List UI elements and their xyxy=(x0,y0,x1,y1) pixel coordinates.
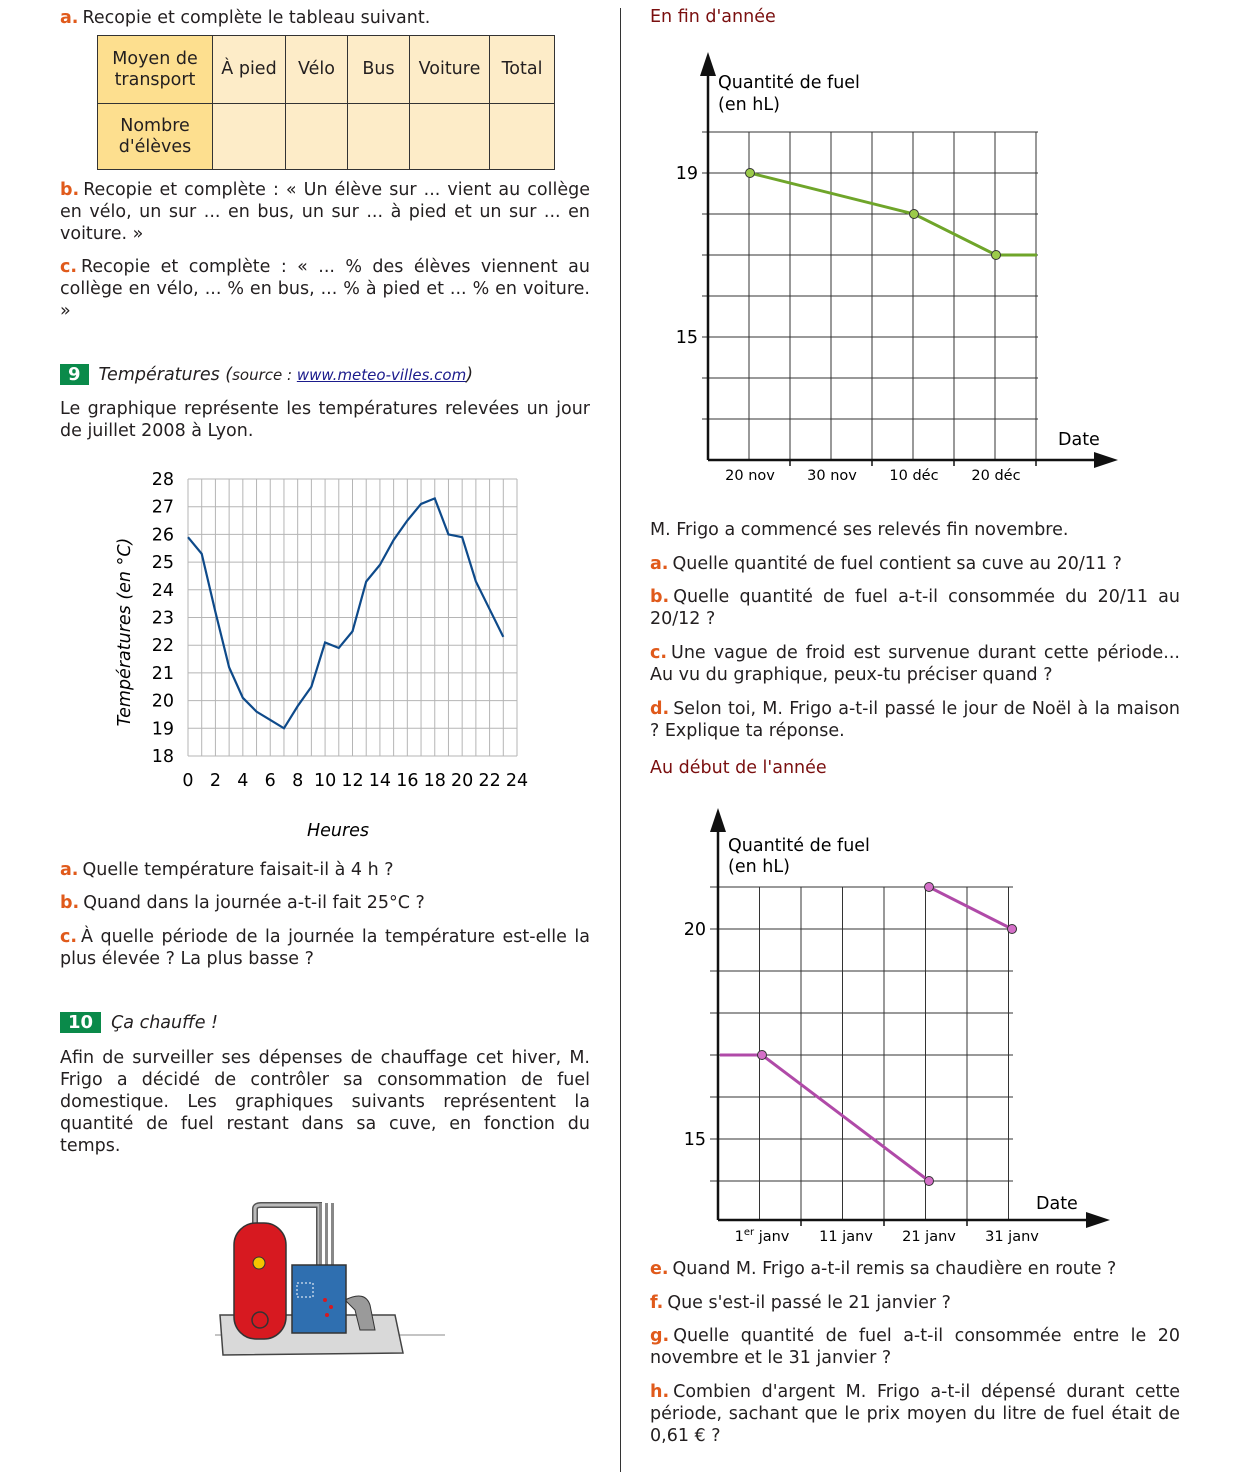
fuel1-x-axis-arrow xyxy=(1094,452,1118,468)
ex9-number: 9 xyxy=(60,364,89,385)
right-qa xyxy=(650,553,1180,575)
table-header-voiture: Voiture xyxy=(410,36,490,104)
fuel1-x-tick-label: 20 nov xyxy=(725,468,775,484)
fuel2-x-ticks xyxy=(735,1227,1040,1245)
temperature-x-ticks xyxy=(182,771,528,791)
ex9-qb-label: b. xyxy=(60,893,80,913)
temperature-y-tick-label: 23 xyxy=(151,608,174,629)
right-qf-text: Que s'est-il passé le 21 janvier ? xyxy=(667,1293,951,1313)
fuel2-x-tick-label: 11 janv xyxy=(819,1229,873,1245)
temperature-y-ticks xyxy=(152,470,174,767)
transport-table xyxy=(97,35,555,170)
temperature-x-tick-label: 4 xyxy=(237,771,249,791)
fuel2-y-ticks xyxy=(684,920,706,1150)
table-header-a-pied: À pied xyxy=(213,36,286,104)
fuel1-point xyxy=(746,169,755,178)
temperature-grid xyxy=(188,479,517,756)
temperature-line xyxy=(188,498,503,728)
right-qd-text: Selon toi, M. Frigo a-t-il passé le jour de Noël à la maison ? Explique ta réponse. xyxy=(650,699,1180,741)
fuel1-y-tick-label: 19 xyxy=(675,164,698,184)
ex9-qb xyxy=(60,892,590,914)
fuel1-y-ticks xyxy=(676,164,698,348)
temperature-y-tick-label: 20 xyxy=(151,691,174,712)
temperature-x-tick-label: 12 xyxy=(341,771,364,791)
temperature-y-tick-label: 26 xyxy=(151,525,174,546)
temperature-x-tick-label: 8 xyxy=(292,771,304,791)
fuel2-y-tick-label: 20 xyxy=(683,920,706,940)
fuel1-point xyxy=(992,251,1001,260)
right-qb-text: Quelle quantité de fuel a-t-il consommée du 20/11 au 20/12 ? xyxy=(650,587,1180,629)
temperature-x-tick-label: 0 xyxy=(182,771,194,791)
temperature-y-tick-label: 21 xyxy=(151,663,174,684)
ex9-qa xyxy=(60,859,590,881)
table-cell xyxy=(348,104,410,170)
heading-debut-annee: Au début de l'année xyxy=(650,758,827,778)
column-divider xyxy=(620,8,621,1472)
right-qd xyxy=(650,698,1180,742)
temperature-x-tick-label: 24 xyxy=(505,771,529,791)
right-qg-text: Quelle quantité de fuel a-t-il consommée entre le 20 novembre et le 31 janvier ? xyxy=(650,1326,1180,1368)
fuel2-y-axis-title-unit: (en hL) xyxy=(728,857,790,877)
right-qh-text: Combien d'argent M. Frigo a-t-il dépensé durant cette période, sachant que le prix moyen du litre de fuel était de 0,61 € ? xyxy=(650,1382,1180,1446)
fuel2-x-tick-label: 21 janv xyxy=(902,1229,956,1245)
table-header-bus: Bus xyxy=(348,36,410,104)
table-row-nombre: Nombre d'élèves xyxy=(98,104,213,170)
temperature-y-tick-label: 28 xyxy=(151,470,174,490)
right-qe xyxy=(650,1258,1180,1280)
ex9-title-end: ) xyxy=(466,365,474,385)
fuel1-x-tick-label: 10 déc xyxy=(889,468,939,484)
right-qh xyxy=(650,1381,1180,1447)
fuel2-x-axis-title: Date xyxy=(1036,1194,1078,1214)
fuel-chart-start-of-year xyxy=(640,800,1140,1255)
ex10-title: Ça chauffe ! xyxy=(111,1013,219,1033)
q8c-text: Recopie et complète : « ... % des élèves viennent au collège en vélo, ... % en bus, ... % à pied et ... % en voiture. » xyxy=(60,257,590,321)
right-qd-label: d. xyxy=(650,699,670,719)
fuel2-line-segment2 xyxy=(929,887,1012,929)
temperature-x-tick-label: 18 xyxy=(423,771,446,791)
temperature-x-tick-label: 6 xyxy=(264,771,276,791)
fuel2-x-tick-sup: er xyxy=(743,1227,755,1238)
temperature-x-tick-label: 22 xyxy=(478,771,501,791)
table-cell xyxy=(490,104,555,170)
fuel2-y-axis-arrow xyxy=(710,808,726,832)
fuel1-x-ticks xyxy=(725,468,1020,484)
fuel1-point xyxy=(910,210,919,219)
fuel2-x-tick-label: 1er janv xyxy=(734,1227,790,1245)
ex10-number: 10 xyxy=(60,1012,101,1033)
right-qe-text: Quand M. Frigo a-t-il remis sa chaudière en route ? xyxy=(672,1259,1117,1279)
ex9-header xyxy=(60,364,590,386)
heading-fin-annee: En fin d'année xyxy=(650,7,776,27)
fuel1-y-axis-title-unit: (en hL) xyxy=(718,95,780,115)
ex9-source-link[interactable]: www.meteo-villes.com xyxy=(296,366,467,384)
fuel2-point xyxy=(1008,925,1017,934)
right-qg xyxy=(650,1325,1180,1369)
temperature-chart xyxy=(100,460,540,850)
temperature-x-tick-label: 10 xyxy=(313,771,337,791)
ex9-qc-text: À quelle période de la journée la température est-elle la plus élevée ? La plus basse ? xyxy=(60,927,590,969)
temperature-y-tick-label: 24 xyxy=(151,580,174,601)
temperature-y-tick-label: 18 xyxy=(151,747,174,767)
q8a-text: Recopie et complète le tableau suivant. xyxy=(82,8,431,28)
ex9-title: Températures ( xyxy=(98,365,233,385)
right-qe-label: e. xyxy=(650,1259,669,1279)
right-qf-label: f. xyxy=(650,1293,664,1313)
right-qh-label: h. xyxy=(650,1382,670,1402)
temperature-y-tick-label: 25 xyxy=(151,553,174,574)
ex9-intro: Le graphique représente les températures relevées un jour de juillet 2008 à Lyon. xyxy=(60,399,590,441)
q8a-label: a. xyxy=(60,8,79,28)
right-qg-label: g. xyxy=(650,1326,670,1346)
ex10-header xyxy=(60,1012,590,1034)
fuel2-point xyxy=(925,1177,934,1186)
fuel2-y-tick-label: 15 xyxy=(683,1130,706,1150)
right-qa-label: a. xyxy=(650,554,669,574)
table-cell xyxy=(410,104,490,170)
fuel1-y-axis-arrow xyxy=(700,52,716,76)
fuel2-points xyxy=(758,883,1017,1186)
fuel2-x-tick-suffix: janv xyxy=(754,1229,790,1245)
table-cell xyxy=(213,104,286,170)
fuel1-x-axis-title: Date xyxy=(1058,430,1100,450)
fuel1-x-tick-label: 20 déc xyxy=(971,468,1021,484)
right-qf xyxy=(650,1292,1180,1314)
right-qc-label: c. xyxy=(650,643,668,663)
boiler-illustration xyxy=(215,1195,450,1370)
fuel2-y-axis-title: Quantité de fuel xyxy=(728,836,870,856)
fuel2-x-axis-arrow xyxy=(1086,1212,1110,1228)
fuel-chart-end-of-year xyxy=(640,40,1140,490)
temperature-y-axis-title: Températures (en °C) xyxy=(115,537,135,727)
temperature-x-tick-label: 16 xyxy=(396,771,419,791)
fuel1-x-tick-label: 30 nov xyxy=(807,468,857,484)
ex9-source-prefix: source : xyxy=(232,366,297,384)
q8b-label: b. xyxy=(60,180,80,200)
fuel1-y-axis-title: Quantité de fuel xyxy=(718,73,860,93)
right-qc-text: Une vague de froid est survenue durant cette période... Au vu du graphique, peux-tu préciser quand ? xyxy=(650,643,1180,685)
temperature-x-tick-label: 2 xyxy=(209,771,221,791)
fuel2-x-tick-label: 31 janv xyxy=(985,1229,1039,1245)
fuel2-point xyxy=(758,1051,767,1060)
fuel2-lines xyxy=(720,887,1012,1181)
ex9-qb-text: Quand dans la journée a-t-il fait 25°C ? xyxy=(83,893,425,913)
temperature-y-tick-label: 27 xyxy=(151,497,174,518)
q8c xyxy=(60,256,590,322)
fuel1-grid xyxy=(702,132,1038,460)
table-header-total: Total xyxy=(490,36,555,104)
q8a xyxy=(60,7,590,29)
table-header-velo: Vélo xyxy=(286,36,348,104)
table-header-moyen: Moyen de transport xyxy=(98,36,213,104)
temperature-x-axis-title: Heures xyxy=(306,821,370,841)
table-cell xyxy=(286,104,348,170)
q8b xyxy=(60,179,590,245)
q8c-label: c. xyxy=(60,257,78,277)
ex10-intro: Afin de surveiller ses dépenses de chauffage cet hiver, M. Frigo a décidé de contrôler sa consommation de fuel domestique. Les graphiques suivants représentent la quantité de fuel restant dans sa cuve, en fonction du temps. xyxy=(60,1048,590,1156)
ex9-qc-label: c. xyxy=(60,927,78,947)
temperature-y-tick-label: 22 xyxy=(151,636,174,657)
fuel2-point xyxy=(925,883,934,892)
right-qa-text: Quelle quantité de fuel contient sa cuve au 20/11 ? xyxy=(672,554,1122,574)
fuel1-y-tick-label: 15 xyxy=(675,328,698,348)
fuel2-line-segment1 xyxy=(720,1055,929,1181)
right-qc xyxy=(650,642,1180,686)
q8b-text: Recopie et complète : « Un élève sur ... vient au collège en vélo, un sur ... en bus, un sur ... à pied et un sur ... en voiture. » xyxy=(60,180,590,244)
temperature-x-tick-label: 14 xyxy=(368,771,392,791)
right-qb-label: b. xyxy=(650,587,670,607)
right-intro: M. Frigo a commencé ses relevés fin novembre. xyxy=(650,520,1069,540)
ex9-qa-text: Quelle température faisait-il à 4 h ? xyxy=(82,860,394,880)
temperature-y-tick-label: 19 xyxy=(151,719,174,740)
ex9-qc xyxy=(60,926,590,970)
right-qb xyxy=(650,586,1180,630)
ex9-qa-label: a. xyxy=(60,860,79,880)
temperature-x-tick-label: 20 xyxy=(451,771,474,791)
